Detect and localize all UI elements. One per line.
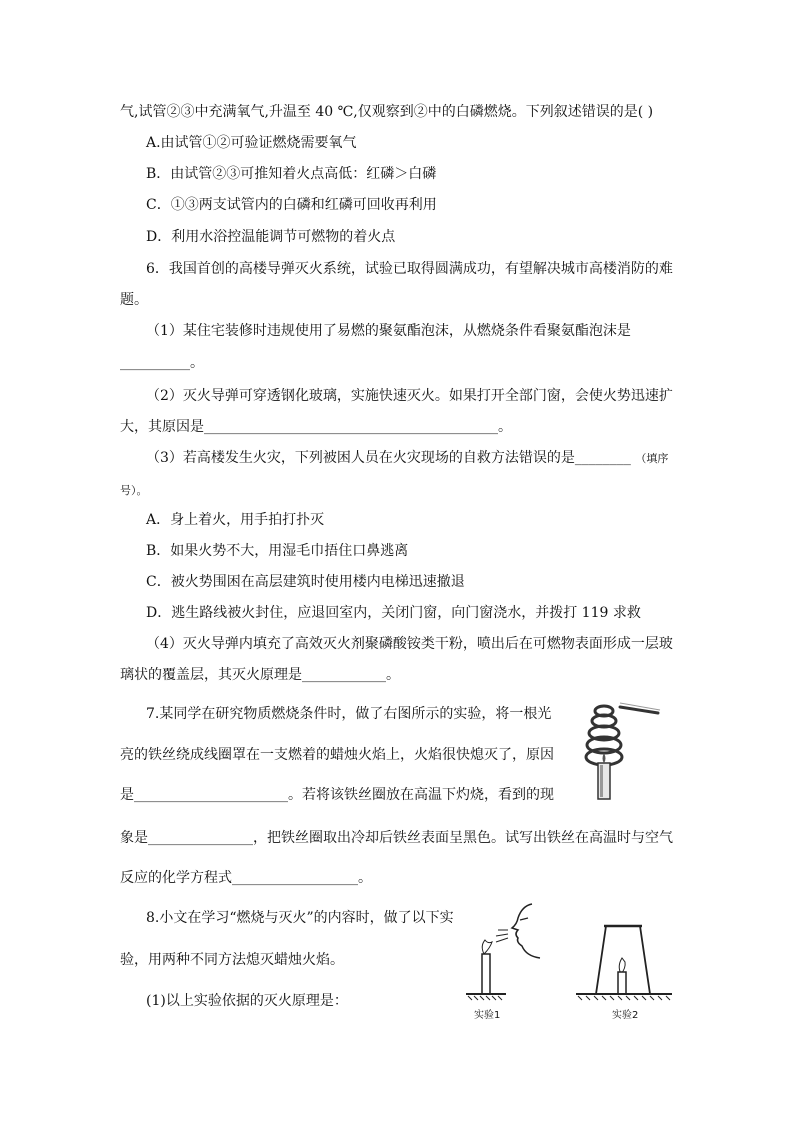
candle2 (618, 972, 626, 994)
experiment-figure (462, 896, 682, 1018)
q7-line3: 是______________________。若将该铁丝圈放在高温下灼烧，看到的现 (120, 787, 554, 803)
q6-part3-line1 (146, 449, 668, 468)
q6-part1-answer-blank: __________。 (120, 355, 204, 371)
q6-part4-line1: （4）灭火导弹内填充了高效灭火剂聚磷酸铵类干粉，喷出后在可燃物表面形成一层玻 (146, 636, 673, 652)
wire-handle (620, 707, 658, 713)
q6-option-b: B．如果火势不大，用湿毛巾捂住口鼻逃离 (146, 543, 409, 559)
candle1 (482, 954, 490, 994)
experiment1-caption: 实验1 (474, 1010, 501, 1021)
q6-part4-line2: 璃状的覆盖层，其灭火原理是____________。 (120, 667, 400, 683)
q7-line5: 反应的化学方程式__________________。 (120, 870, 372, 886)
face-profile-outline (512, 904, 540, 958)
experiment2-caption: 实验2 (612, 1010, 639, 1021)
q6-option-c: C．被火势围困在高层建筑时使用楼内电梯迅速撤退 (146, 574, 465, 590)
breath-lines (496, 930, 508, 942)
q5-stem-continued: 气,试管②③中充满氧气,升温至 40 ℃,仅观察到②中的白磷燃烧。下列叙述错误的是( ) (120, 104, 654, 120)
q5-option-a: A.由试管①②可验证燃烧需要氧气 (146, 135, 357, 151)
q6-part2-line2: 大，其原因是__________________________________________。 (120, 419, 512, 435)
q8-line2: 验，用两种不同方法熄灭蜡烛火焰。 (120, 952, 344, 968)
candle (598, 763, 610, 799)
q6-part1-line1: （1）某住宅装修时违规使用了易燃的聚氨酯泡沫，从燃烧条件看聚氨酯泡沫是 (146, 323, 631, 339)
q5-option-d: D．利用水浴控温能调节可燃物的着火点 (146, 229, 396, 245)
flame1 (482, 940, 492, 954)
q7-line1: 7.某同学在研究物质燃烧条件时，做了右图所示的实验，将一根光 (146, 706, 552, 722)
q8-line3: (1)以上实验依据的灭火原理是： (146, 993, 348, 1009)
q8-line1: 8.小文在学习“燃烧与灭火”的内容时，做了以下实 (146, 910, 454, 926)
experiment1-drawing (466, 904, 540, 1000)
q6-part2-line1: （2）灭火导弹可穿透钢化玻璃，实施快速灭火。如果打开全部门窗，会使火势迅速扩 (146, 388, 673, 404)
q5-option-b: B．由试管②③可推知着火点高低：红磷＞白磷 (146, 166, 437, 182)
q6-part3-line2: 号）。 (120, 484, 148, 497)
q6-part3-note: （填序 (635, 452, 669, 465)
q7-line4: 象是_______________，把铁丝圈取出冷却后铁丝表面呈黑色。试写出铁丝在高温时与空气 (120, 830, 673, 846)
experiment2-drawing (576, 926, 672, 1000)
q6-part3-text: （3）若高楼发生火灾，下列被困人员在火灾现场的自救方法错误的是________ (146, 450, 631, 466)
q5-option-c: C．①③两支试管内的白磷和红磷可回收再利用 (146, 197, 437, 213)
q7-line2: 亮的铁丝绕成线圈罩在一支燃着的蜡烛火焰上，火焰很快熄灭了，原因 (120, 747, 554, 763)
iron-coil-candle-figure (580, 693, 666, 805)
q6-option-d: D．逃生路线被火封住，应退回室内，关闭门窗，向门窗浇水，并拨打 119 求救 (146, 605, 641, 621)
q6-stem-line1: 6．我国首创的高楼导弹灭火系统，试验已取得圆满成功，有望解决城市高楼消防的难 (146, 261, 673, 277)
q6-option-a: A．身上着火，用手拍打扑灭 (146, 512, 325, 528)
q6-stem-line2: 题。 (120, 292, 148, 308)
